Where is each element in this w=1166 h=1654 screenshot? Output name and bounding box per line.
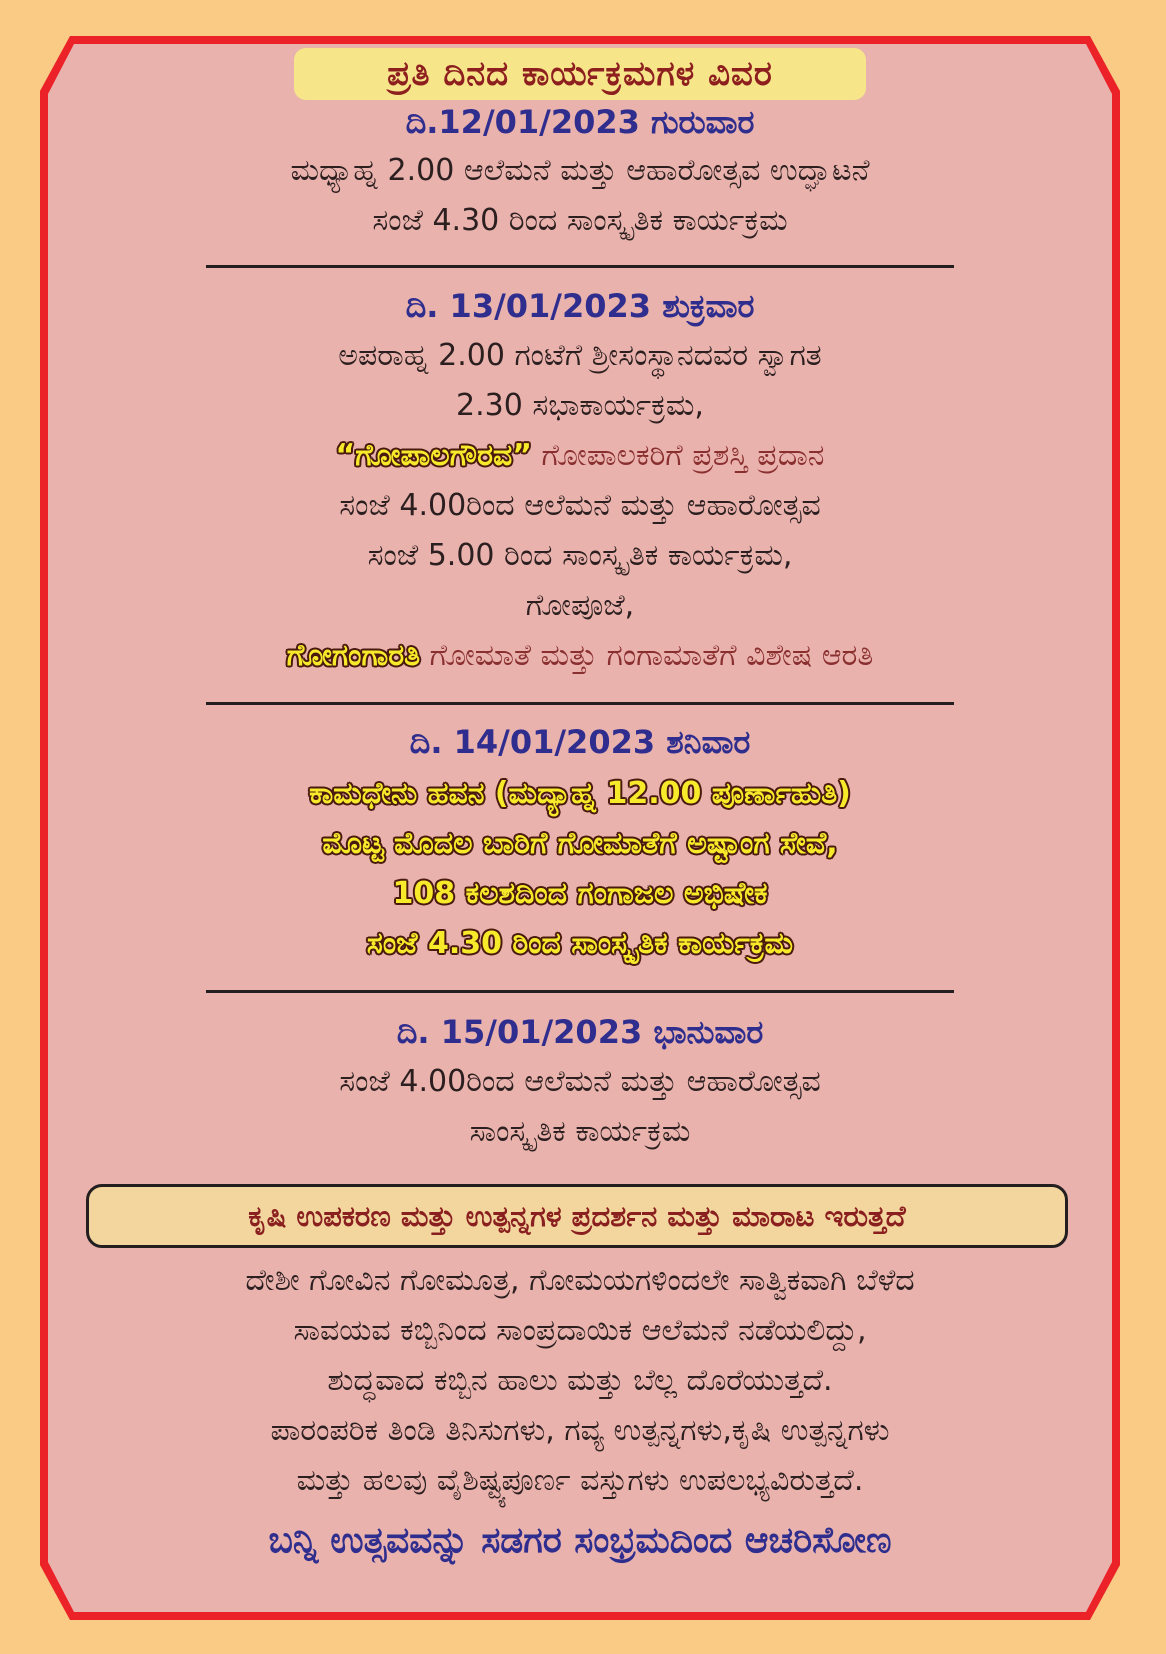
divider-1 bbox=[206, 265, 954, 268]
day1-line-1: ಮಧ್ಯಾಹ್ನ 2.00 ಆಲೆಮನೆ ಮತ್ತು ಆಹಾರೋತ್ಸವ ಉದ್ಘಾಟನೆ bbox=[290, 153, 870, 188]
day1-line-2: ಸಂಜೆ 4.30 ರಿಂದ ಸಾಂಸ್ಕೃತಿಕ ಕಾರ್ಯಕ್ರಮ bbox=[372, 203, 788, 238]
day2-line-4: ಸಂಜೆ 5.00 ರಿಂದ ಸಾಂಸ್ಕೃತಿಕ ಕಾರ್ಯಕ್ರಮ, bbox=[367, 538, 793, 573]
day3-line-1: ಕಾಮಧೇನು ಹವನ (ಮದ್ಯಾಹ್ನ 12.00 ಪೂರ್ಣಾಹುತಿ) bbox=[309, 776, 851, 811]
description-line-4: ಪಾರಂಪರಿಕ ತಿಂಡಿ ತಿನಿಸುಗಳು, ಗವ್ಯ ಉತ್ಪನ್ನಗಳು,ಕೃಷಿ ಉತ್ಪನ್ನಗಳು bbox=[270, 1413, 890, 1448]
aarati-text: ಗೋಮಾತೆ ಮತ್ತು ಗಂಗಾಮಾತೆಗೆ ವಿಶೇಷ ಆರತಿ bbox=[429, 638, 874, 673]
exhibition-banner: ಕೃಷಿ ಉಪಕರಣ ಮತ್ತು ಉತ್ಪನ್ನಗಳ ಪ್ರದರ್ಶನ ಮತ್ತು ಮಾರಾಟ ಇರುತ್ತದೆ bbox=[86, 1184, 1068, 1248]
day3-line-3: 108 ಕಲಶದಿಂದ ಗಂಗಾಜಲ ಅಭಿಷೇಕ bbox=[392, 876, 768, 911]
day2-line-3: ಸಂಜೆ 4.00ರಿಂದ ಆಲೆಮನೆ ಮತ್ತು ಆಹಾರೋತ್ಸವ bbox=[339, 488, 821, 523]
page-title: ಪ್ರತಿ ದಿನದ ಕಾರ್ಯಕ್ರಮಗಳ ವಿವರ bbox=[387, 54, 773, 94]
day2-line-1: ಅಪರಾಹ್ನ 2.00 ಗಂಟೆಗೆ ಶ್ರೀಸಂಸ್ಥಾನದವರ ಸ್ವಾಗತ bbox=[338, 338, 822, 373]
award-highlight: “ಗೋಪಾಲಗೌರವ” bbox=[335, 438, 532, 473]
description-line-1: ದೇಶೀ ಗೋವಿನ ಗೋಮೂತ್ರ, ಗೋಮಯಗಳಿಂದಲೇ ಸಾತ್ವಿಕವಾಗಿ ಬೆಳೆದ bbox=[245, 1263, 915, 1298]
description-line-3: ಶುದ್ಧವಾದ ಕಬ್ಬಿನ ಹಾಲು ಮತ್ತು ಬೆಲ್ಲ ದೊರೆಯುತ್ತದೆ. bbox=[327, 1363, 833, 1398]
divider-3 bbox=[206, 990, 954, 993]
day2-aarati-line bbox=[48, 634, 1112, 678]
day4-line-2: ಸಾಂಸ್ಕೃತಿಕ ಕಾರ್ಯಕ್ರಮ bbox=[469, 1114, 691, 1149]
day1-date: ದಿ.12/01/2023 ಗುರುವಾರ bbox=[405, 103, 755, 141]
award-text: ಗೋಪಾಲಕರಿಗೆ ಪ್ರಶಸ್ತಿ ಪ್ರದಾನ bbox=[541, 438, 825, 473]
day4-line-1: ಸಂಜೆ 4.00ರಿಂದ ಆಲೆಮನೆ ಮತ್ತು ಆಹಾರೋತ್ಸವ bbox=[339, 1064, 821, 1099]
day2-line-2: 2.30 ಸಭಾಕಾರ್ಯಕ್ರಮ, bbox=[456, 388, 704, 423]
description-line-2: ಸಾವಯವ ಕಬ್ಬಿನಿಂದ ಸಾಂಪ್ರದಾಯಿಕ ಆಲೆಮನೆ ನಡೆಯಲಿದ್ದು, bbox=[293, 1313, 867, 1348]
day3-line-4: ಸಂಜೆ 4.30 ರಿಂದ ಸಾಂಸ್ಕೃತಿಕ ಕಾರ್ಯಕ್ರಮ bbox=[366, 926, 794, 961]
description-line-5: ಮತ್ತು ಹಲವು ವೈಶಿಷ್ಟ್ಯಪೂರ್ಣ ವಸ್ತುಗಳು ಉಪಲಭ್ಯವಿರುತ್ತದೆ. bbox=[296, 1463, 864, 1498]
day4-date: ದಿ. 15/01/2023 ಭಾನುವಾರ bbox=[396, 1013, 764, 1051]
day2-date: ದಿ. 13/01/2023 ಶುಕ್ರವಾರ bbox=[405, 287, 755, 325]
divider-2 bbox=[206, 702, 954, 705]
closing-invitation: ಬನ್ನಿ ಉತ್ಸವವನ್ನು ಸಡಗರ ಸಂಭ್ರಮದಿಂದ ಆಚರಿಸೋಣ bbox=[268, 1520, 892, 1561]
aarati-highlight: ಗೋಗಂಗಾರತಿ bbox=[286, 638, 421, 673]
day3-date: ದಿ. 14/01/2023 ಶನಿವಾರ bbox=[409, 723, 751, 761]
day2-line-5: ಗೋಪೂಜೆ, bbox=[525, 588, 635, 623]
day3-line-2: ಮೊಟ್ಟ ಮೊದಲ ಬಾರಿಗೆ ಗೋಮಾತೆಗೆ ಅಷ್ಟಾಂಗ ಸೇವೆ, bbox=[322, 826, 838, 861]
day2-award-line bbox=[48, 434, 1112, 478]
